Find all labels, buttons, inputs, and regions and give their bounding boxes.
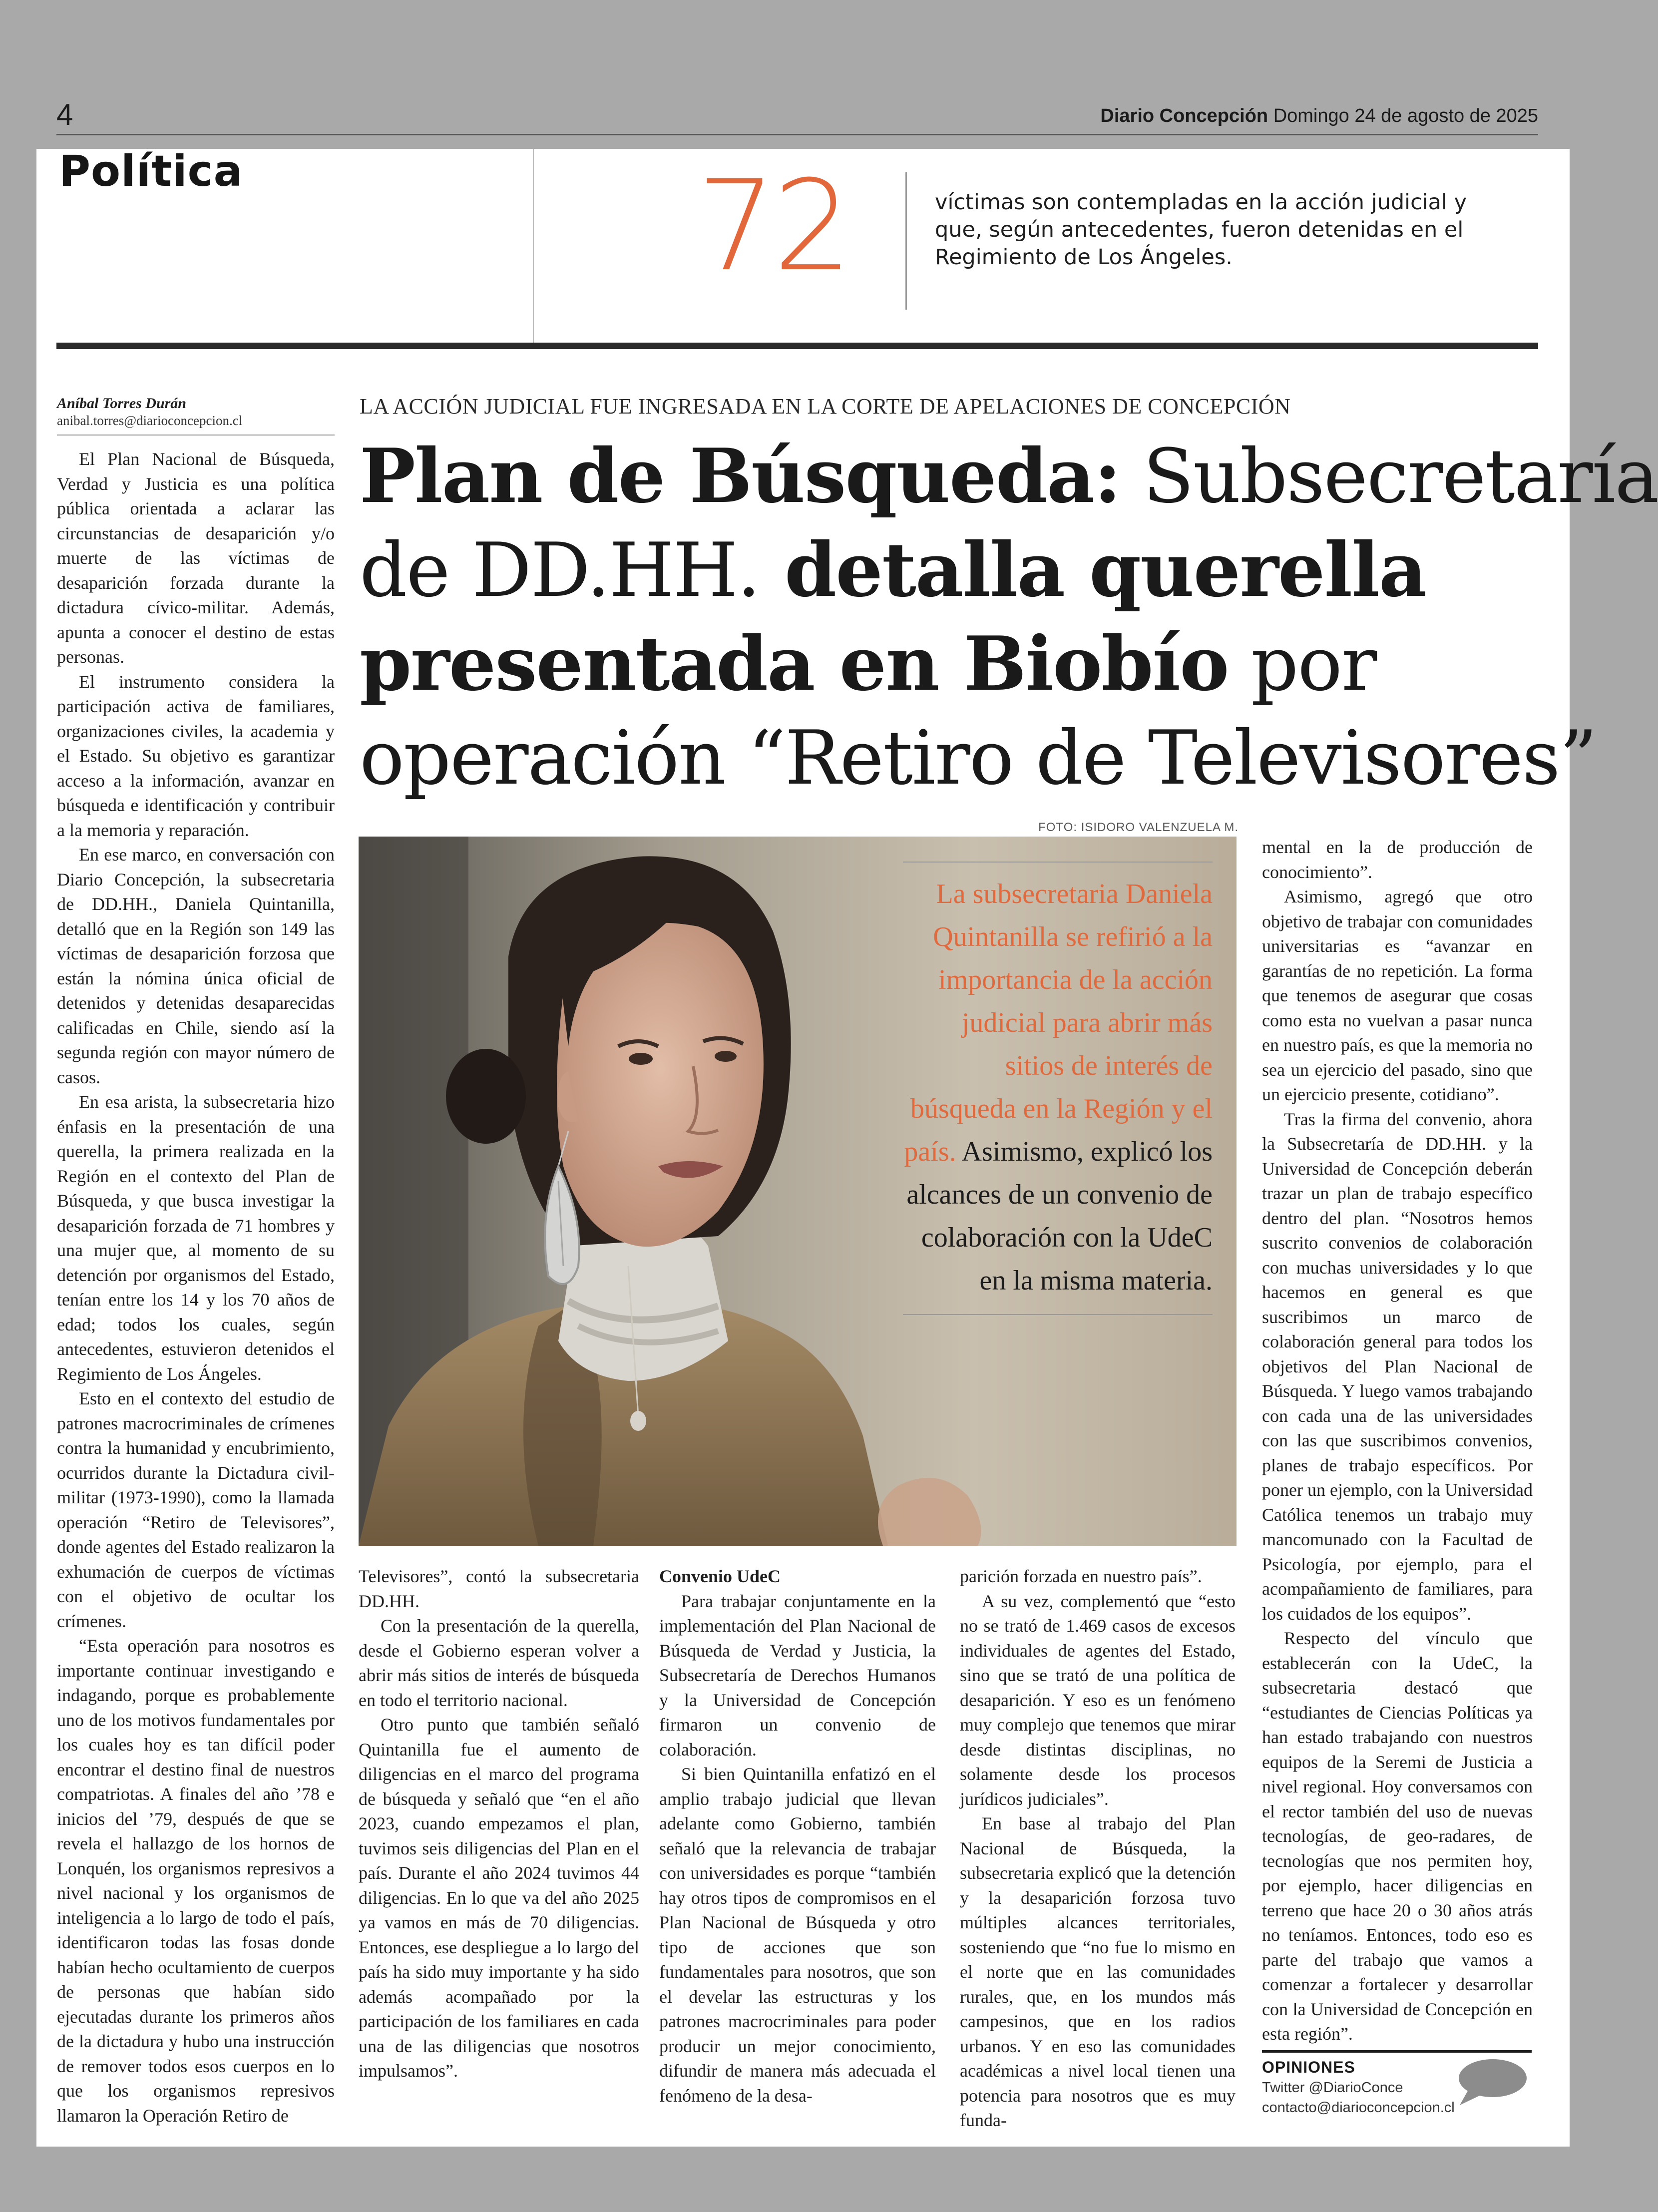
body-column-1: [57, 447, 335, 2128]
paragraph: mental en la de producción de conocimiento”.: [1262, 837, 1533, 882]
body-column-5: [1262, 835, 1533, 2047]
body-column-2: [359, 1564, 639, 2084]
paragraph: Respecto del vínculo que establecerán con la UdeC, la subsecretaria destacó que “estudiantes de Ciencias Políticas ya han estado trabajando con nuestros equipos de la Seremi de Justicia a nivel regional. Hoy conversamos con el rector también del uso de nuevas tecnologías, de geo-radares, de tecnologías que nos permiten hoy, por ejemplo, hacer diligencias en terreno que hace 20 o 30 años atrás no teníamos. Entonces, todo eso es parte del trabajo que vamos a comenzar a fortalecer y desarrollar con la Universidad de Concepción en esta región”.: [1262, 1628, 1533, 2044]
paragraph: El Plan Nacional de Búsqueda, Verdad y Justicia es una política pública orientada a aclarar las circunstancias de desaparición y/o muerte de las víctimas de desaparición forzada durante la dictadura cívico-militar. Además, apunta a conocer el destino de estas personas.: [57, 449, 335, 667]
stat-divider: [905, 172, 907, 310]
opinions-title: OPINIONES: [1262, 2058, 1355, 2076]
caption-highlight: La subsecretaria Daniela Quintanilla se refirió a la importancia de la acción judicial para abrir más sitios de interés de búsqueda en la Región y el país.: [904, 879, 1213, 1167]
paragraph: Asimismo, agregó que otro objetivo de trabajar con comunidades universitarias es “avanzar en garantías de no repetición. La forma que tenemos de asegurar que cosas como esta no vuelvan a pasar nunca en nuestro país, es que la memoria no sea un ejercicio del pasado, sino que un ejercicio presente, cotidiano”.: [1262, 886, 1533, 1104]
paragraph: En ese marco, en conversación con Diario Concepción, la subsecretaria de DD.HH., Daniela Quintanilla, detalló que en la Región son 149 las víctimas de desaparición forzosa que están la nómina única oficial de detenidos y detenidas desaparecidas calificadas en Chile, siendo así la segunda región con mayor número de casos.: [57, 845, 335, 1087]
paragraph: Otro punto que también señaló Quintanilla fue el aumento de diligencias en el marco del programa de búsqueda y señaló que “en el año 2023, cuando empezamos el plan, tuvimos seis diligencias del Plan en el país. Durante el año 2024 tuvimos 44 diligencias. En lo que va del año 2025 ya vamos en más de 70 diligencias. Entonces, ese despliegue a lo largo del país ha sido muy importante y ha sido además acompañado por la participación de los familiares en cada una de las diligencias que nosotros impulsamos”.: [359, 1715, 639, 2081]
opinions-email: contacto@diarioconcepcion.cl: [1262, 2100, 1455, 2116]
paragraph: “Esta operación para nosotros es importante continuar investigando e indagando, porque es probablemente uno de los motivos fundamentales por los cuales hoy es tan difícil poder encontrar el destino final de nuestros compatriotas. A finales del año ’78 e inicios del ’79, después de que se revela el hallazgo de los hornos de Lonquén, los organismos represivos a nivel nacional y los organismos de inteligencia a lo largo de todo el país, identificaron todas las fosas donde habían hecho ocultamiento de cuerpos de personas que habían sido ejecutadas durante los primeros años de la dictadura y hubo una instrucción de remover todos esos cuerpos en lo que los organismos represivos llamaron la Operación Retiro de: [57, 1636, 335, 2126]
headline-part: detalla querella: [760, 526, 1426, 614]
opinions-box: [1262, 2050, 1532, 2118]
body-column-4: [960, 1564, 1236, 2133]
paragraph: Si bien Quintanilla enfatizó en el amplio trabajo judicial que llevan adelante como Gobierno, también señaló que la relevancia de trabajar con universidades es porque “también hay otros tipos de compromisos en el Plan Nacional de Búsqueda y otro tipo de acciones que son fundamentales para nosotros, que son el develar las estructuras y los patrones macrocriminales para poder producir un mejor conocimiento, difundir de manera más adecuada el fenómeno de la desa-: [659, 1764, 936, 2106]
headline-part: por: [1228, 621, 1376, 708]
masthead: [1100, 101, 1538, 131]
page-header: [56, 95, 1538, 135]
paragraph: Tras la firma del convenio, ahora la Subsecretaría de DD.HH. y la Universidad de Concepción deberán trazar un plan de trabajo específico dentro del plan. “Nosotros hemos suscrito convenios de colaboración con muchas universidades y lo que hacemos en general es que suscribimos un marco de colaboración general para todos los objetivos del Plan Nacional de Búsqueda. Y luego vamos trabajando con cada una de las universidades con las que suscribimos convenios, planes de trabajo específicos. Por poner un ejemplo, con la Universidad Católica tenemos un trabajo muy mancomunado con la Facultad de Psicología, por ejemplo, para el acompañamiento de familiares, para los cuidados de los equipos”.: [1262, 1109, 1533, 1624]
opinions-rule: [1262, 2050, 1532, 2053]
top-rule: [56, 134, 1538, 135]
paragraph: En esa arista, la subsecretaria hizo énfasis en la presentación de una querella, la primera realizada en la Región en el contexto del Plan de Búsqueda, y que busca investigar la desaparición forzada de 71 hombres y una mujer que, al momento de su detención por organismos del Estado, tenían entre los 14 y los 70 años de edad; todos los cuales, según antecedentes, estuvieron detenidos el Regimiento de Los Ángeles.: [57, 1092, 335, 1384]
header-rule: [56, 343, 1538, 349]
photo-credit: FOTO: ISIDORO VALENZUELA M.: [1038, 821, 1239, 834]
caption-rule-top: [903, 862, 1213, 863]
paragraph: El instrumento considera la participación activa de familiares, organizaciones civiles, la academia y el Estado. Su objetivo es garantizar acceso a la información, avanzar en búsqueda e identificación y contribuir a la memoria y reparación.: [57, 671, 335, 840]
headline-part: operación “Retiro de Televisores”: [360, 715, 1597, 802]
headline-part: Subsecretaría: [1120, 434, 1658, 520]
paragraph: Para trabajar conjuntamente en la implementación del Plan Nacional de Búsqueda de Verdad y Justicia, la Subsecretaría de Derechos Humanos y la Universidad de Concepción firmaron un convenio de colaboración.: [659, 1591, 936, 1760]
byline: [57, 395, 337, 429]
speech-bubble-icon: [1454, 2057, 1529, 2107]
subheading: Convenio UdeC: [659, 1566, 781, 1586]
header-divider: [533, 149, 534, 345]
photo-caption: [903, 862, 1213, 1315]
kicker: LA ACCIÓN JUDICIAL FUE INGRESADA EN LA CORTE DE APELACIONES DE CONCEPCIÓN: [360, 394, 1291, 419]
paragraph: parición forzada en nuestro país”.: [960, 1566, 1202, 1586]
page-number: 4: [56, 98, 73, 131]
opinions-twitter: Twitter @DiarioConce: [1262, 2080, 1403, 2096]
stat-number: 72: [697, 153, 850, 299]
byline-email: anibal.torres@diarioconcepcion.cl: [57, 413, 243, 428]
paragraph: A su vez, complementó que “esto no se trató de 1.469 casos de excesos individuales de agentes del Estado, sino que se trató de una política de desaparición. Y eso es un fenómeno muy complejo que tenemos que mirar desde distintas disciplinas, no solamente desde los procesos jurídicos judiciales”.: [960, 1591, 1236, 1809]
byline-rule: [57, 435, 335, 436]
stat-text: víctimas son contempladas en la acción judicial y que, según antecedentes, fueron detenidas en el Regimiento de Los Ángeles.: [935, 190, 1467, 270]
caption-body: Asimismo, explicó los alcances de un convenio de colaboración con la UdeC en la misma materia.: [906, 1136, 1213, 1296]
paragraph: En base al trabajo del Plan Nacional de Búsqueda, la subsecretaria explicó que la detención y la desaparición forzosa tuvo múltiples alcances territoriales, sosteniendo que “no fue lo mismo en el norte que en las comunidades rurales, que, en los mundos más campesinos, que en los radios urbanos. Y en eso las comunidades académicas a nivel local tienen una potencia para nosotros que es muy funda-: [960, 1813, 1236, 2130]
masthead-brand: Diario Concepción: [1100, 105, 1268, 126]
byline-author: Aníbal Torres Durán: [57, 395, 186, 412]
section-title: Política: [59, 146, 243, 196]
headline: [360, 430, 1658, 805]
paragraph: Con la presentación de la querella, desde el Gobierno esperan volver a abrir más sitios de interés de búsqueda en todo el territorio nacional.: [359, 1616, 639, 1710]
headline-part: de DD.HH.: [360, 527, 760, 614]
headline-part: presentada en Biobío: [360, 620, 1229, 708]
body-column-3: [659, 1564, 936, 2108]
caption-rule-bottom: [903, 1314, 1213, 1315]
masthead-date: Domingo 24 de agosto de 2025: [1273, 105, 1538, 126]
paragraph: Televisores”, contó la subsecretaria DD.HH.: [359, 1566, 639, 1611]
caption-text: [903, 873, 1213, 1302]
paragraph: Esto en el contexto del estudio de patrones macrocriminales de crímenes contra la humanidad y encubrimiento, ocurridos durante la Dictadura civil-militar (1973-1990), como la llamada operación “Retiro de Televisores”, donde agentes del Estado realizaron la exhumación de cuerpos de víctimas con el objetivo de ocultar los crímenes.: [57, 1388, 335, 1631]
headline-part: Plan de Búsqueda:: [360, 433, 1121, 520]
